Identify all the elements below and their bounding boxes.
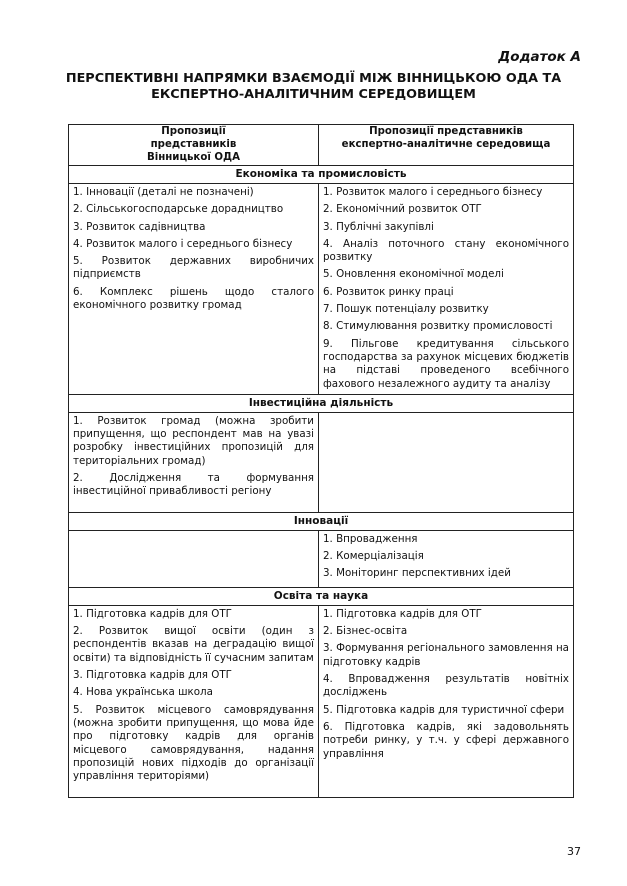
- list-item: 6. Підготовка кадрів, які задовольнять потреби ринку, у т.ч. у сфері державного управління: [323, 720, 569, 760]
- section-investment-right: [319, 412, 574, 512]
- section-education-right: [319, 605, 574, 797]
- title-line-2: ЕКСПЕРТНО-АНАЛІТИЧНИМ СЕРЕДОВИЩЕМ: [151, 87, 476, 102]
- section-row: [69, 587, 574, 605]
- proposals-table: [68, 124, 574, 798]
- section-row: [69, 394, 574, 412]
- list-item: 5. Оновлення економічної моделі: [323, 268, 504, 281]
- list-item: 5. Розвиток місцевого самоврядування (можна зробити припущення, що мова йде про підготовку кадрів для органів місцевого самоврядування, надання пропозицій нових підходів до організації управління територіями): [73, 703, 314, 783]
- list-item: 2. Розвиток вищої освіти (один з респондентів вказав на деградацію вищої освіти) та відповідність її сучасним запитам: [73, 625, 314, 664]
- list-item: 3. Формування регіонального замовлення на підготовку кадрів: [323, 642, 569, 668]
- item-list: [319, 413, 573, 418]
- section-economy-left: [69, 184, 319, 395]
- list-item: 3. Моніторинг перспективних ідей: [323, 567, 511, 580]
- section-row: [69, 166, 574, 184]
- item-list: [69, 531, 318, 536]
- list-item: 2. Бізнес-освіта: [323, 625, 408, 638]
- item-list: [69, 606, 318, 787]
- document-title: [60, 71, 567, 103]
- section-education-left: [69, 605, 319, 797]
- list-item: 1. Впровадження: [323, 532, 418, 545]
- list-item: 5. Підготовка кадрів для туристичної сфери: [323, 703, 565, 716]
- list-item: 2. Економічний розвиток ОТГ: [323, 203, 482, 216]
- section-innovation-right: [319, 530, 574, 587]
- list-item: 1. Розвиток малого і середнього бізнесу: [323, 186, 543, 198]
- list-item: 4. Аналіз поточного стану економічного розвитку: [323, 237, 569, 264]
- item-list: [69, 184, 318, 315]
- page-number: 37: [567, 845, 581, 858]
- section-innovation-left: [69, 530, 319, 587]
- section-economy-right: [319, 184, 574, 395]
- list-item: 7. Пошук потенціалу розвитку: [323, 303, 489, 316]
- section-title-education: Освіта та наука: [69, 587, 574, 605]
- header-left: Пропозиції представників Вінницької ОДА: [69, 125, 319, 166]
- list-item: 3. Підготовка кадрів для ОТГ: [73, 669, 232, 682]
- section-investment-left: [69, 412, 319, 512]
- section-title-innovation: Інновації: [69, 512, 574, 530]
- item-list: [69, 413, 318, 502]
- section-row: [69, 512, 574, 530]
- list-item: 4. Нова українська школа: [73, 686, 213, 699]
- list-item: 2. Комерціалізація: [323, 550, 424, 563]
- item-list: [319, 531, 573, 584]
- section-content-row: [69, 412, 574, 512]
- section-title-investment: Інвестиційна діяльність: [69, 394, 574, 412]
- section-content-row: [69, 605, 574, 797]
- list-item: 3. Розвиток садівництва: [73, 220, 206, 233]
- list-item: 6. Комплекс рішень щодо сталого економічного розвитку громад: [73, 285, 314, 312]
- list-item: 2. Сільськогосподарське дорадництво: [73, 203, 284, 216]
- list-item: 9. Пільгове кредитування сільського господарства за рахунок місцевих бюджетів на підставі проведеного всебічного фахового незалежного аудиту та аналізу: [323, 337, 569, 390]
- list-item: 1. Підготовка кадрів для ОТГ: [323, 607, 482, 620]
- item-list: [319, 606, 573, 764]
- title-line-1: ПЕРСПЕКТИВНІ НАПРЯМКИ ВЗАЄМОДІЇ МІЖ ВІННИЦЬКОЮ ОДА ТА: [65, 71, 562, 86]
- section-content-row: [69, 530, 574, 587]
- list-item: 4. Впровадження результатів новітніх досліджень: [323, 673, 569, 699]
- section-content-row: [69, 184, 574, 395]
- list-item: 1. Розвиток громад (можна зробити припущення, що респондент мав на увазі розробку інвестиційних пропозицій для територіальних громад): [73, 414, 314, 467]
- list-item: 3. Публічні закупівлі: [323, 220, 434, 233]
- list-item: 6. Розвиток ринку праці: [323, 285, 454, 298]
- list-item: 5. Розвиток державних виробничих підприємств: [73, 255, 314, 281]
- item-list: [319, 184, 573, 394]
- appendix-label: Додаток А: [498, 49, 581, 65]
- header-right: Пропозиції представників експертно-аналітичне середовища: [319, 125, 574, 166]
- list-item: 4. Розвиток малого і середнього бізнесу: [73, 237, 293, 250]
- list-item: 8. Стимулювання розвитку промисловості: [323, 320, 553, 333]
- list-item: 1. Інновації (деталі не позначені): [73, 186, 254, 198]
- list-item: 1. Підготовка кадрів для ОТГ: [73, 607, 232, 620]
- table-header-row: [69, 125, 574, 166]
- list-item: 2. Дослідження та формування інвестиційної привабливості регіону: [73, 472, 314, 498]
- section-title-economy: Економіка та промисловість: [69, 166, 574, 184]
